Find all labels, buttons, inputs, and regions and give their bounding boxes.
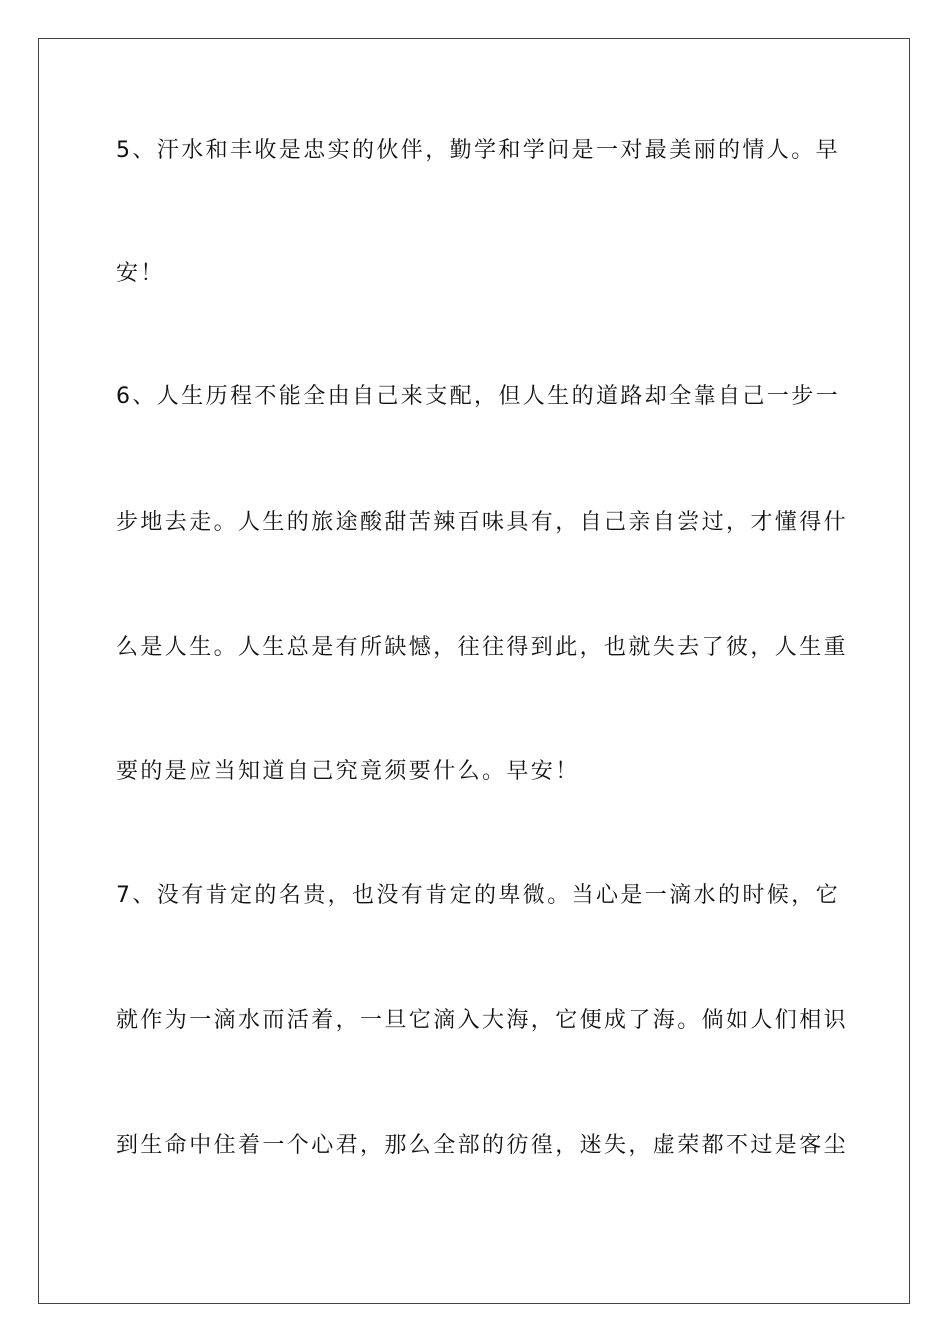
text-line-8: 就作为一滴水而活着，一旦它滴入大海，它便成了海。倘如人们相识 [116, 1008, 849, 1033]
text-line-1: 5、汗水和丰收是忠实的伙伴，勤学和学问是一对最美丽的情人。早 [116, 138, 840, 163]
page-frame [38, 38, 910, 1304]
text-line-4: 步地去走。人生的旅途酸甜苦辣百味具有，自己亲自尝过，才懂得什 [116, 510, 849, 535]
text-line-2: 安！ [116, 261, 165, 286]
text-line-3: 6、人生历程不能全由自己来支配，但人生的道路却全靠自己一步一 [116, 384, 840, 409]
text-line-5: 么是人生。人生总是有所缺憾，往往得到此，也就失去了彼，人生重 [116, 635, 849, 660]
text-line-9: 到生命中住着一个心君，那么全部的彷徨，迷失，虚荣都不过是客尘 [116, 1133, 849, 1158]
text-line-6: 要的是应当知道自己究竟须要什么。早安！ [116, 759, 580, 784]
text-line-7: 7、没有肯定的名贵，也没有肯定的卑微。当心是一滴水的时候，它 [116, 883, 840, 908]
